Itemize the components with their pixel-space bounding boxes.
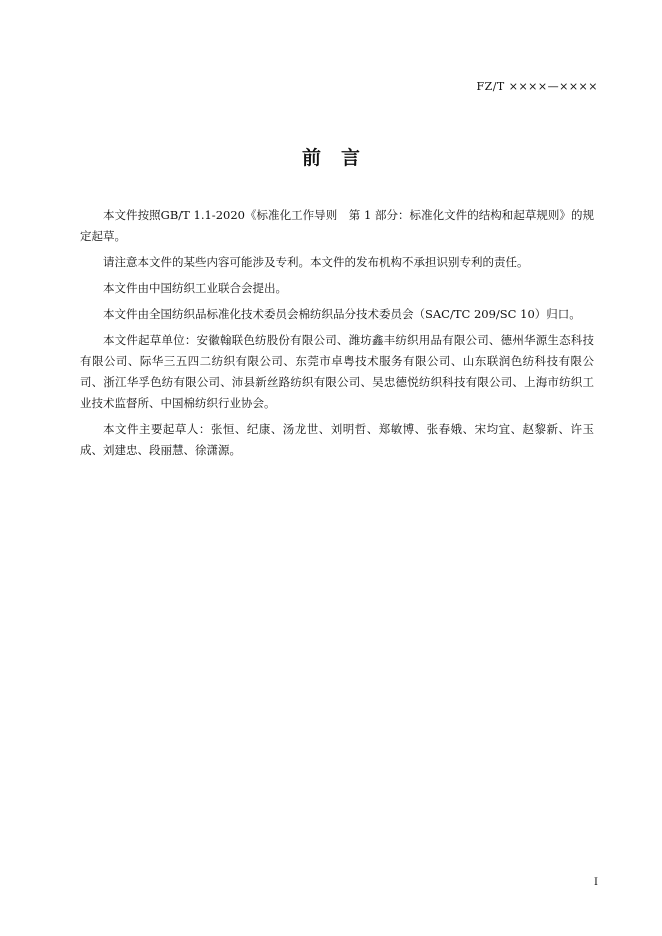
paragraph-drafting-units: 本文件起草单位：安徽翰联色纺股份有限公司、潍坊鑫丰纺织用品有限公司、德州华源生态科技有限公司、际华三五四二纺织有限公司、东莞市卓粤技术服务有限公司、山东联润色纺科技有限公司、浙江华孚色纺有限公司、沛县新丝路纺织有限公司、吴忠德悦纺织科技有限公司、上海市纺织工业技术监督所、中国棉纺织行业协会。	[80, 333, 594, 410]
paragraph-patent-notice: 请注意本文件的某些内容可能涉及专利。本文件的发布机构不承担识别专利的责任。	[103, 255, 529, 269]
paragraph-drafting-rules: 本文件按照GB/T 1.1-2020《标准化工作导则 第 1 部分：标准化文件的结构和起草规则》的规定起草。	[80, 208, 594, 243]
page-number: I	[594, 877, 598, 888]
paragraph-committee: 本文件由全国纺织品标准化技术委员会棉纺织品分技术委员会（SAC/TC 209/SC 10）归口。	[103, 307, 581, 321]
foreword-body	[80, 205, 594, 466]
standard-number: FZ/T ××××—××××	[476, 80, 598, 93]
paragraph-proposer: 本文件由中国纺织工业联合会提出。	[103, 281, 287, 295]
page-title: 前言	[301, 147, 380, 169]
paragraph-drafters: 本文件主要起草人：张恒、纪康、汤龙世、刘明哲、郑敏博、张春娥、宋均宜、赵黎新、许玉成、刘建忠、段丽慧、徐潇源。	[80, 422, 594, 457]
